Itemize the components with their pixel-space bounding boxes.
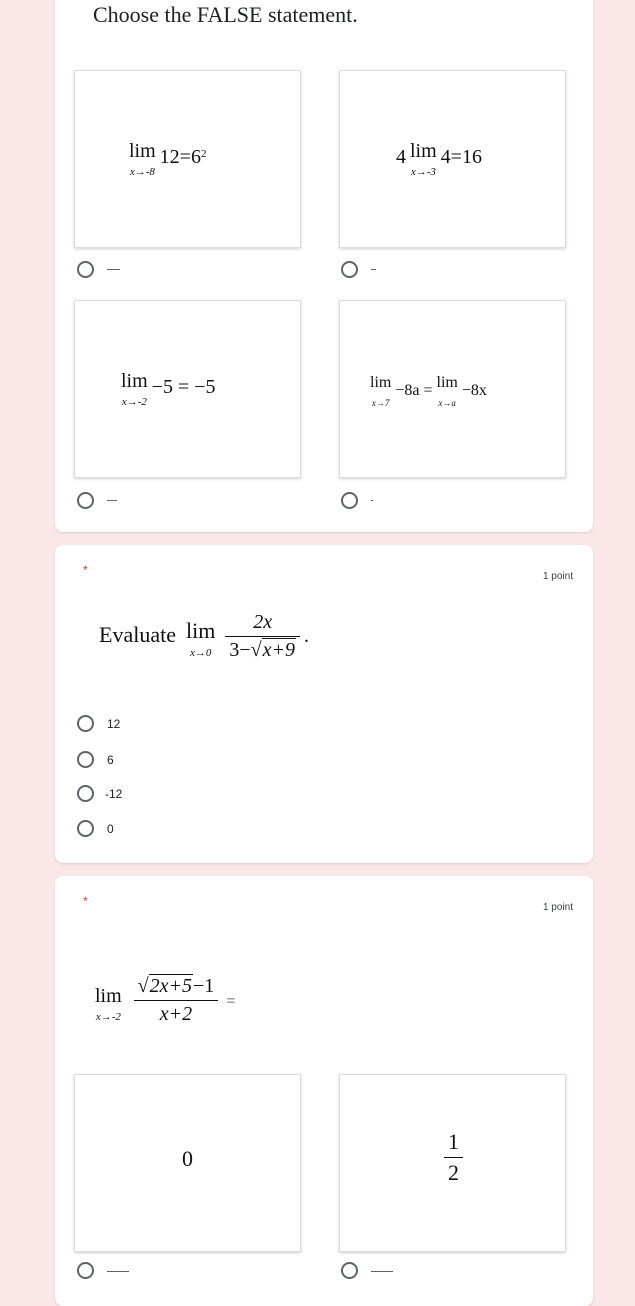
limit-operator: lim x→-3 [410, 140, 437, 178]
option-2-expression: 4 lim x→-3 4=16 [396, 140, 482, 178]
option-label-1 [107, 1271, 129, 1272]
option-label-3 [107, 500, 117, 501]
option-label-4 [371, 500, 373, 501]
option-radio-1[interactable] [77, 261, 94, 278]
answer-radio-12[interactable] [77, 715, 94, 732]
option-radio-1[interactable] [77, 1262, 94, 1279]
sqrt-symbol: √x+9 [250, 638, 295, 661]
option-label-1 [107, 269, 120, 270]
limit-fraction: $\frac{√2x+5-1}{x+2}$ [134, 975, 219, 1026]
one-half-fraction: $\frac{1}{2}$ [444, 1129, 463, 1186]
points-label: 1 point [542, 902, 573, 913]
option-radio-4[interactable] [341, 492, 358, 509]
answer-radio-neg12[interactable] [77, 785, 94, 802]
option-radio-3[interactable] [77, 492, 94, 509]
required-asterisk: * [83, 894, 88, 908]
option-4-expression: lim x→7 −8a = lim x→a −8x [370, 373, 487, 411]
answer-label-neg12: -12 [105, 787, 123, 801]
question-card-2 [55, 545, 593, 863]
option-image-1 [74, 70, 301, 248]
option-image-2 [339, 70, 566, 248]
answer-radio-0[interactable] [77, 820, 94, 837]
required-asterisk: * [83, 563, 88, 577]
points-label: 1 point [542, 571, 573, 582]
limit-operator-2: lim x→a [436, 374, 458, 408]
limit-operator: lim x→7 [370, 374, 392, 408]
question-2-prompt: Evaluate lim x→0 $\frac{2x}{3-√x+9}$ . [99, 610, 309, 661]
limit-operator: lim x→0 [185, 618, 216, 659]
limit-operator: lim x→-8 [129, 140, 156, 178]
limit-operator: lim x→-2 [121, 370, 148, 408]
option-3-expression: lim x→-2 −5 = −5 [121, 370, 216, 408]
option-label-2 [371, 1271, 393, 1272]
question-card-3 [55, 876, 593, 1306]
option-image-1: 0 [74, 1074, 301, 1252]
answer-label-0: 0 [107, 822, 114, 836]
limit-operator: lim x→-2 [95, 985, 122, 1023]
limit-fraction: $\frac{2x}{3-√x+9}$ [225, 611, 300, 662]
option-radio-2[interactable] [341, 261, 358, 278]
option-radio-2[interactable] [341, 1262, 358, 1279]
answer-radio-6[interactable] [77, 751, 94, 768]
option-image-4 [339, 300, 566, 478]
answer-label-6: 6 [107, 753, 114, 767]
option-image-2 [339, 1074, 566, 1252]
question-card-1 [55, 0, 593, 532]
sqrt-symbol: √2x+5 [137, 974, 193, 997]
answer-label-12: 12 [107, 717, 121, 731]
option-label-2 [371, 269, 376, 270]
question-title: Choose the FALSE statement. [93, 2, 358, 27]
option-1-expression: lim x→-8 $12=6^2$ [129, 140, 207, 178]
option-image-3 [74, 300, 301, 478]
question-3-prompt: lim x→-2 $\frac{√2x+5-1}{x+2}$ = [95, 974, 236, 1025]
